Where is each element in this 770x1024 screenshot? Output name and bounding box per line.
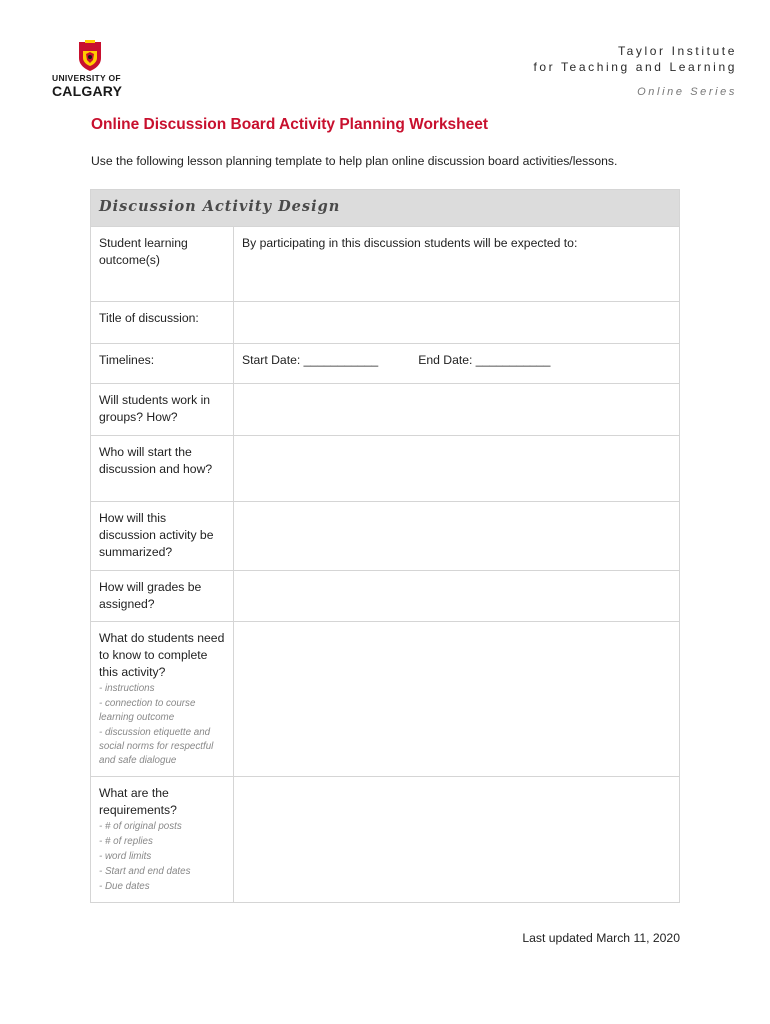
- row-field-groups[interactable]: [234, 384, 680, 436]
- row-field-requirements[interactable]: [234, 777, 680, 903]
- worksheet-table: [90, 189, 680, 903]
- page-title: Online Discussion Board Activity Planning Worksheet: [91, 116, 489, 133]
- hint-item: - discussion etiquette and social norms for respectful and safe dialogue: [99, 727, 214, 766]
- university-line1: UNIVERSITY OF: [52, 73, 121, 83]
- intro-text: Use the following lesson planning template to help plan online discussion board activities/lessons.: [91, 154, 618, 168]
- know-label: What do students need to know to complete this activity?: [99, 631, 225, 679]
- row-label-know: [91, 622, 234, 777]
- hint-item: - instructions: [99, 683, 155, 694]
- university-line2: CALGARY: [52, 83, 123, 99]
- row-label-outcomes: Student learning outcome(s): [91, 227, 234, 302]
- institute-name: [533, 43, 737, 75]
- row-field-summarized[interactable]: [234, 502, 680, 571]
- row-label-requirements: [91, 777, 234, 903]
- row-label-timelines: Timelines:: [91, 344, 234, 384]
- series-label: Online Series: [637, 86, 737, 98]
- row-field-know[interactable]: [234, 622, 680, 777]
- start-date: Start Date: ___________: [242, 353, 379, 367]
- hint-item: - # of original posts: [99, 821, 182, 832]
- hint-item: - Due dates: [99, 881, 150, 892]
- end-date: End Date: ___________: [418, 353, 551, 367]
- hint-item: - # of replies: [99, 836, 153, 847]
- last-updated: Last updated March 11, 2020: [522, 931, 680, 945]
- hint-item: - Start and end dates: [99, 866, 191, 877]
- row-field-timelines[interactable]: [234, 344, 680, 384]
- row-field-outcomes[interactable]: By participating in this discussion students will be expected to:: [234, 227, 680, 302]
- row-label-title: Title of discussion:: [91, 302, 234, 344]
- row-field-grades[interactable]: [234, 571, 680, 622]
- row-label-grades: How will grades be assigned?: [91, 571, 234, 622]
- row-label-summarized: How will this discussion activity be summarized?: [91, 502, 234, 571]
- row-field-start[interactable]: [234, 436, 680, 502]
- crest-icon: [76, 40, 104, 72]
- row-field-title[interactable]: [234, 302, 680, 344]
- hint-item: - connection to course learning outcome: [99, 698, 196, 723]
- institute-line1: Taylor Institute: [618, 44, 737, 58]
- hint-item: - word limits: [99, 851, 152, 862]
- university-logo: [52, 40, 132, 100]
- institute-line2: for Teaching and Learning: [533, 60, 737, 74]
- row-label-start: Who will start the discussion and how?: [91, 436, 234, 502]
- row-label-groups: Will students work in groups? How?: [91, 384, 234, 436]
- table-heading: Discussion Activity Design: [91, 190, 680, 227]
- requirements-label: What are the requirements?: [99, 786, 177, 817]
